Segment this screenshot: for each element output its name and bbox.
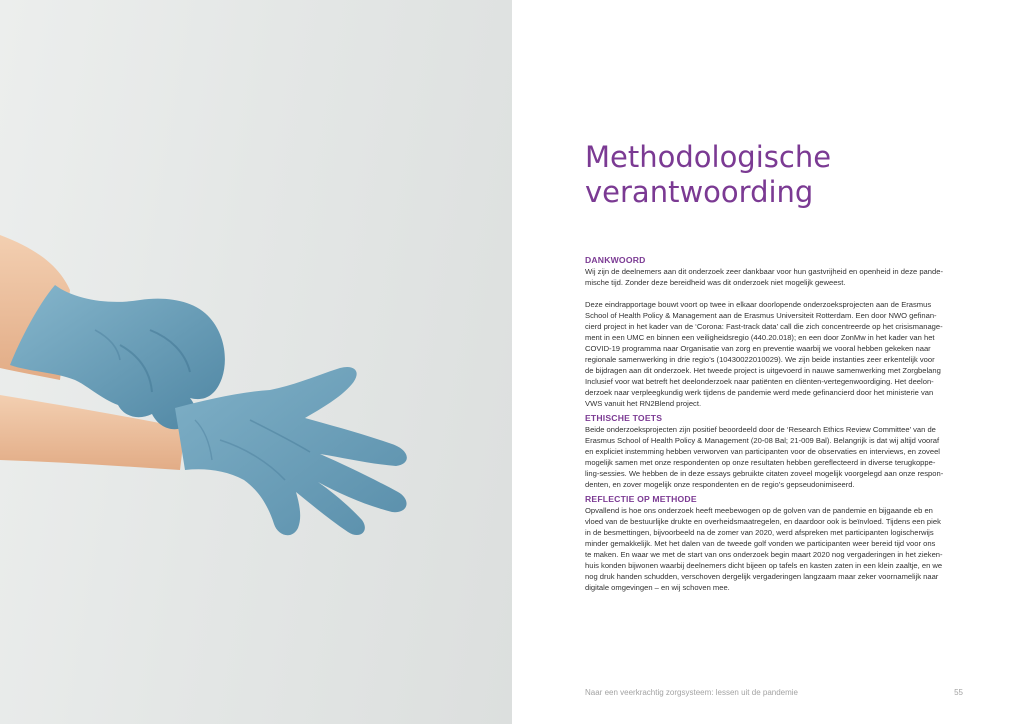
paragraph [585,505,975,593]
section-dankwoord [585,255,975,409]
text-line: mogelijk samen met onze respondenten op onze resultaten hebben gereflecteerd in diverse terugkoppe- [585,458,936,467]
text-line: COVID-19 programma naar Organisatie van zorg en preventie waarbij we vooral hebben gekeken naar [585,344,931,353]
running-title: Naar een veerkrachtig zorgsysteem: lessen uit de pandemie [585,688,798,697]
page-footer [585,688,963,697]
text-line: minder gemakkelijk. Met het dalen van de tweede golf vonden we participanten weer bereid tijd voor ons [585,539,936,548]
text-line: ling-sessies. We hebben de in deze essays gebruikte citaten zoveel mogelijk voorgelegd aan onze respon- [585,469,944,478]
page-title [585,140,831,210]
text-line: in de besmettingen, bijvoorbeeld na de zomer van 2020, werd afspreken met participanten logischerwijs [585,528,934,537]
section-reflectie-op-methode [585,494,975,593]
section-ethische-toets [585,413,975,490]
page-number: 55 [954,688,963,697]
text-line: regionale samenwerking in drie regio’s (10430022010029). We zijn beide instanties zeer erkentelijk voor [585,355,935,364]
text-line: huis konden bijwonen waarbij deelnemers dicht bijeen op tafels en kasten zaten in een klein zaaltje, en we [585,561,943,570]
text-line: cierd project in het kader van de ‘Corona: Fast-track data’ call die zich concentreerde op het crisismanage- [585,322,943,331]
paragraph [585,266,975,288]
title-line: Methodologische [585,140,832,174]
paragraph [585,299,975,409]
text-line: te maken. En waar we met de start van ons onderzoek begin maart 2020 nog vergaderingen in het zieken- [585,550,943,559]
text-line: Wij zijn de deelnemers aan dit onderzoek zeer dankbaar voor hun gastvrijheid en openheid in deze pande- [585,267,943,276]
text-line: Deze eindrapportage bouwt voort op twee in elkaar doorlopende onderzoeksprojecten aan de Erasmus [585,300,932,309]
section-heading: DANKWOORD [585,255,646,265]
text-line: en expliciet instemming hebben verworven van participanten voor de observaties en interviews, en zoveel [585,447,940,456]
text-line: Erasmus School of Health Policy & Management (20-08 Bal; 21-009 Bal). Belangrijk is dat wij altijd vooraf [585,436,940,445]
text-line: Opvallend is hoe ons onderzoek heeft meebewogen op de golven van de pandemie en bijgaande eb en [585,506,933,515]
text-line: vloed van de bestuurlijke drukte en overheidsmaatregelen, en daardoor ook is beïnvloed. Tijdens een piek [585,517,941,526]
text-line: VWS vanuit het RN2Blend project. [585,399,702,408]
text-line: Beide onderzoeksprojecten zijn positief beoordeeld door de ‘Research Ethics Review Committee’ van de [585,425,936,434]
text-line: nog druk handen schudden, verschoven dergelijk vergaderingen langzaam maar zeker voornamelijk naar [585,572,939,581]
article-body [585,255,975,593]
section-heading: ETHISCHE TOETS [585,413,663,423]
text-line: digitale omgevingen – en wij schoven mee. [585,583,730,592]
text-line: ment in een UMC en binnen een veiligheidsregio (440.20.018); en een door ZonMw in het kader van het [585,333,935,342]
text-line: denten, en zover mogelijk onze respondenten en de regio’s gepseudonimiseerd. [585,480,855,489]
text-line: School of Health Policy & Management aan de Erasmus Universiteit Rotterdam. Een door NWO gefinan- [585,311,937,320]
paragraph [585,424,975,490]
text-line: de bijdragen aan dit onderzoek. Het tweede project is uitgevoerd in nauwe samenwerking met Zorgbelang [585,366,941,375]
text-line: Inclusief voor wat betreft het deelonderzoek naar patiënten en cliënten-vertegenwoordiging. Het deelon- [585,377,934,386]
text-page [512,0,1024,724]
title-line: verantwoording [585,175,814,209]
text-line: mische tijd. Zonder deze bereidheid was dit onderzoek niet mogelijk geweest. [585,278,846,287]
section-heading: REFLECTIE OP METHODE [585,494,697,504]
text-line: derzoek naar verpleegkundig werk tijdens de pandemie werd mede gefinancierd door het ministerie van [585,388,934,397]
